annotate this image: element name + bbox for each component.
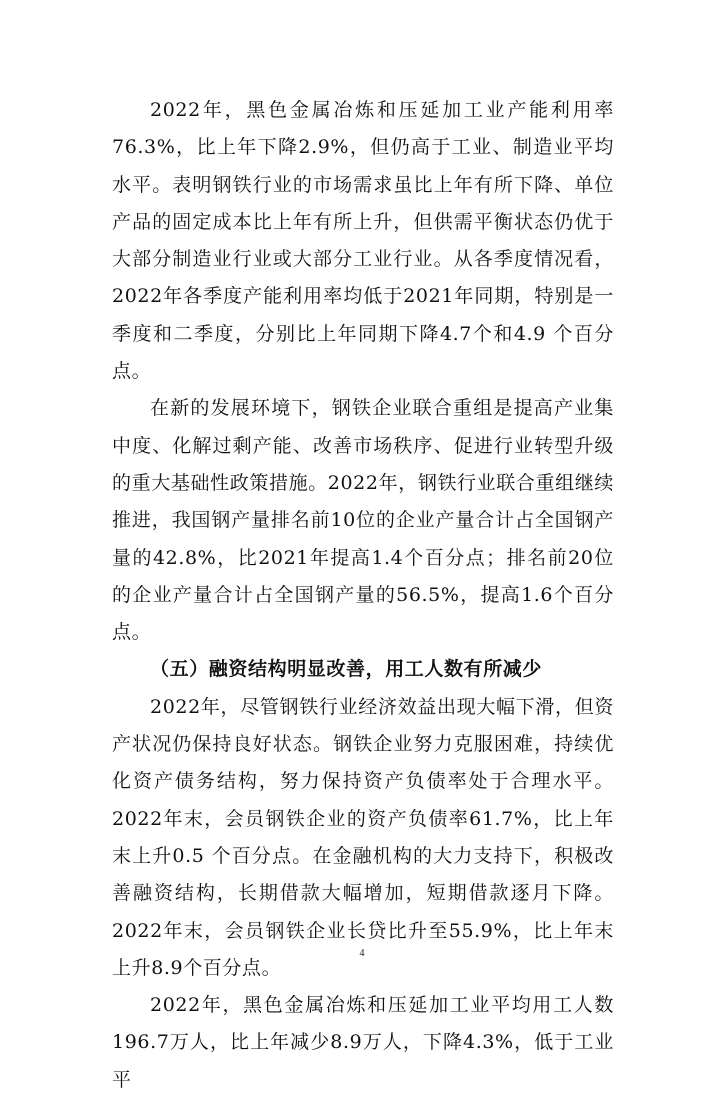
page-number: 4 xyxy=(359,948,365,959)
paragraph-capacity-utilization: 2022年，黑色金属冶炼和压延加工业产能利用率76.3%，比上年下降2.9%，但仍高于工业、制造业平均水平。表明钢铁行业的市场需求虽比上年有所下降、单位产品的固定成本比上年有所上升，但供需平衡状态仍优于大部分制造业行业或大部分工业行业。从各季度情况看，2022年各季度产能利用率均低于2021年同期，特别是一季度和二季度，分别比上年同期下降4.7个和4.9 个百分点。 xyxy=(112,99,614,383)
section-heading: （五）融资结构明显改善，用工人数有所减少 xyxy=(150,658,543,681)
paragraph-financing-structure: 2022年，尽管钢铁行业经济效益出现大幅下滑，但资产状况仍保持良好状态。钢铁企业努力克服困难，持续优化资产债务结构，努力保持资产负债率处于合理水平。2022年末，会员钢铁企业的资产负债率61.7%，比上年末上升0.5 个百分点。在金融机构的大力支持下，积极改善融资结构，长期借款大幅增加，短期借款逐月下降。2022年末，会员钢铁企业长贷比升至55.9%，比上年末上升8.9个百分点。 xyxy=(112,695,614,979)
paragraph-employment: 2022年，黑色金属冶炼和压延加工业平均用工人数196.7万人，比上年减少8.9万人，下降4.3%，低于工业平 xyxy=(112,994,614,1091)
paragraph-mergers-restructuring: 在新的发展环境下，钢铁企业联合重组是提高产业集中度、化解过剩产能、改善市场秩序、促进行业转型升级的重大基础性政策措施。2022年，钢铁行业联合重组继续推进，我国钢产量排名前10位的企业产量合计占全国钢产量的42.8%，比2021年提高1.4个百分点；排名前20位的企业产量合计占全国钢产量的56.5%，提高1.6个百分点。 xyxy=(112,397,614,644)
